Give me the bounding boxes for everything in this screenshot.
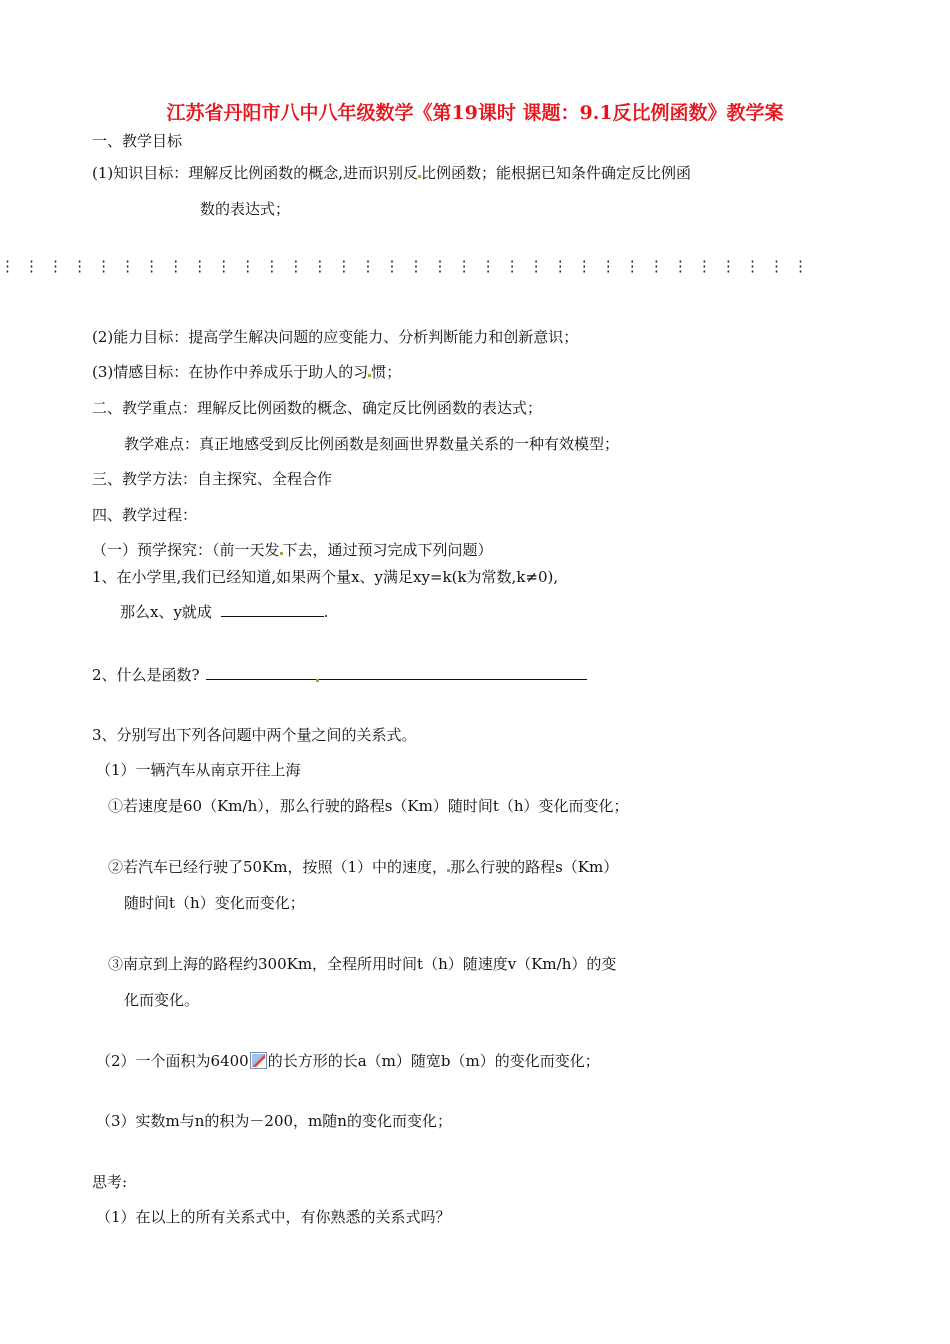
question-3-part-3: （3）实数m与n的积为－200，m随n的变化而变化； — [96, 1112, 452, 1130]
question-3-part-2-text-a: （2）一个面积为6400 — [96, 1052, 249, 1070]
section-teaching-method: 三、教学方法：自主探究、全程合作 — [92, 470, 333, 488]
emotion-goal-text-a: (3)情感目标：在协作中养成乐于助人的习 — [92, 363, 369, 381]
pre-study-heading — [92, 540, 493, 560]
answer-blank[interactable] — [221, 602, 324, 617]
emotion-goal — [92, 362, 401, 382]
pre-study-text-a: （一）预学探究：（前一天发 — [92, 541, 280, 559]
question-3-part-1c: ③南京到上海的路程约300Km，全程所用时间t（h）随速度v（Km/h）的变 — [108, 955, 617, 973]
question-3-part-1a: ①若速度是60（Km/h），那么行驶的路程s（Km）随时间t（h）变化而变化； — [108, 797, 629, 815]
question-3-part-2 — [96, 1051, 600, 1071]
question-2-text: 2、什么是函数? — [92, 666, 200, 684]
knowledge-goal-continued: 数的表达式； — [200, 200, 291, 218]
question-3-part-1c-continued: 化而变化。 — [124, 991, 200, 1009]
question-3: 3、分别写出下列各问题中两个量之间的关系式。 — [92, 726, 417, 744]
section-teaching-process: 四、教学过程： — [92, 506, 198, 524]
question-1-period: . — [323, 603, 329, 621]
document-title: 江苏省丹阳市八中八年级数学《第19课时 课题：9.1反比例函数》教学案 — [166, 102, 784, 124]
knowledge-goal-text-b: 比例函数；能根据已知条件确定反比例函 — [421, 164, 692, 182]
broken-image-icon — [250, 1052, 267, 1069]
think-question-1-text: （1）在以上的所有关系式中，有你熟悉的关系式吗？ — [96, 1208, 451, 1226]
knowledge-goal-text-a: (1)知识目标：理解反比例函数的概念,进而识别反 — [92, 164, 419, 182]
think-heading: 思考: — [92, 1173, 128, 1191]
emotion-goal-text-b: 惯； — [371, 363, 402, 381]
question-1-text-b: 那么x、y就成 — [120, 603, 212, 621]
question-1-continued — [120, 602, 329, 622]
think-question-1 — [96, 1207, 451, 1227]
question-3-part-1b-continued: 随时间t（h）变化而变化； — [124, 894, 305, 912]
answer-blank[interactable] — [206, 665, 316, 680]
question-3-part-1b — [108, 857, 618, 877]
question-3-part-2-text-b: 的长方形的长a（m）随宽b（m）的变化而变化； — [267, 1052, 600, 1070]
question-3-part-1b-text-b: 那么行驶的路程s（Km） — [450, 858, 619, 876]
answer-blank[interactable] — [319, 665, 587, 680]
question-2 — [92, 665, 587, 685]
section-key-points: 二、教学重点：理解反比例函数的概念、确定反比例函数的表达式； — [92, 399, 543, 417]
question-3-part-1b-text-a: ②若汽车已经行驶了50Km，按照（1）中的速度， — [108, 858, 448, 876]
teaching-difficulty: 教学难点：真正地感受到反比例函数是刻画世界数量关系的一种有效模型； — [124, 435, 620, 453]
knowledge-goal — [92, 163, 691, 183]
question-1: 1、在小学里,我们已经知道,如果两个量x、y满足xy=k(k为常数,k≠0), — [92, 568, 559, 586]
question-3-part-1: （1）一辆汽车从南京开往上海 — [96, 761, 301, 779]
section-teaching-goals: 一、教学目标 — [92, 132, 183, 150]
dotted-separator: ⋮ ⋮ ⋮ ⋮ ⋮ ⋮ ⋮ ⋮ ⋮ ⋮ ⋮ ⋮ ⋮ ⋮ ⋮ ⋮ ⋮ ⋮ ⋮ ⋮ ⋮ ⋮ ⋮ ⋮ ⋮ ⋮ ⋮ ⋮ ⋮ ⋮ ⋮ ⋮ ⋮ ⋮ — [0, 257, 809, 275]
pre-study-text-b: 下去，通过预习完成下列问题） — [282, 541, 493, 559]
ability-goal: (2)能力目标：提高学生解决问题的应变能力、分析判断能力和创新意识； — [92, 328, 579, 346]
